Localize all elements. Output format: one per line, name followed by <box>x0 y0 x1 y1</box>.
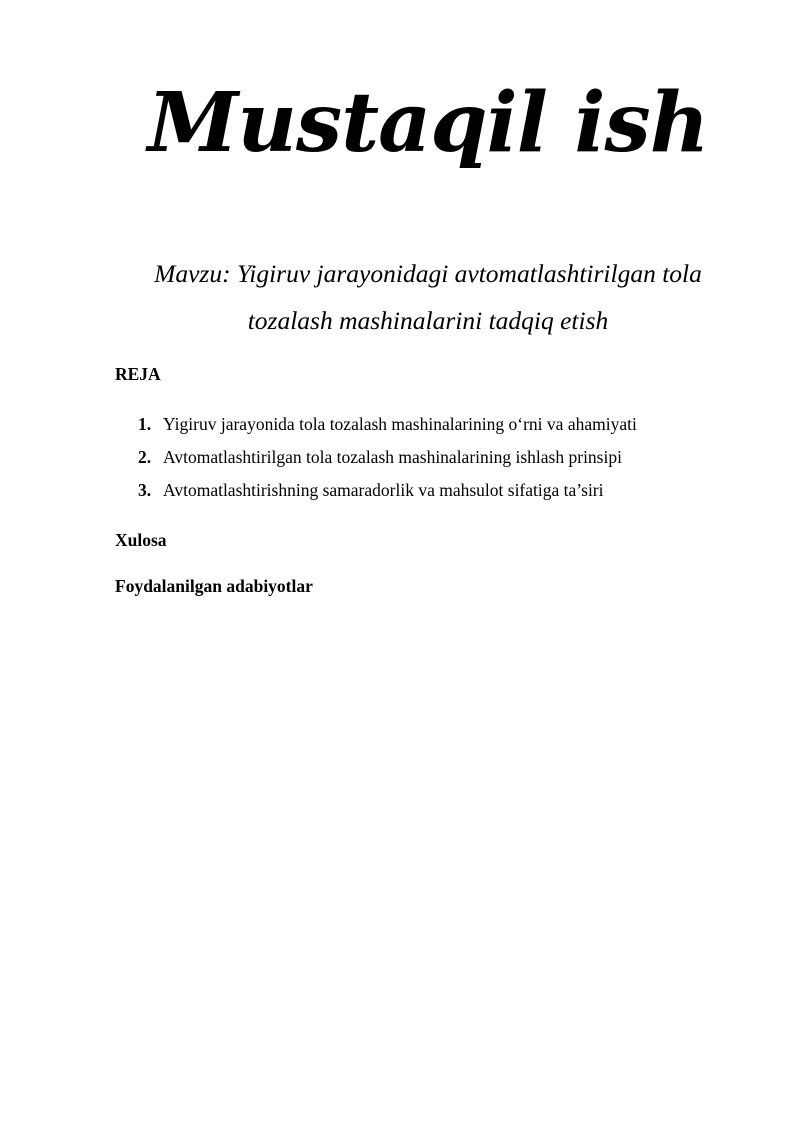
plan-item-text: Yigiruv jarayonida tola tozalash mashinalarining o‘rni va ahamiyati <box>163 414 637 434</box>
document-topic: Mavzu: Yigiruv jarayonidagi avtomatlashtirilgan tola tozalash mashinalarini tadqiq etish <box>154 259 702 335</box>
document-title: Mustaqil ish <box>147 75 709 171</box>
plan-item <box>138 445 637 478</box>
plan-item-number: 3. <box>138 480 152 500</box>
plan-item-number: 2. <box>138 447 152 467</box>
plan-item-number: 1. <box>138 414 152 434</box>
references-heading: Foydalanilgan adabiyotlar <box>115 576 313 596</box>
plan-item-text: Avtomatlashtirishning samaradorlik va mahsulot sifatiga ta’siri <box>163 480 604 500</box>
plan-item-text: Avtomatlashtirilgan tola tozalash mashinalarining ishlash prinsipi <box>163 447 622 467</box>
plan-item <box>138 412 637 445</box>
plan-item <box>138 478 637 511</box>
conclusion-heading: Xulosa <box>115 530 167 550</box>
plan-heading: REJA <box>115 364 161 384</box>
plan-list <box>138 412 637 511</box>
